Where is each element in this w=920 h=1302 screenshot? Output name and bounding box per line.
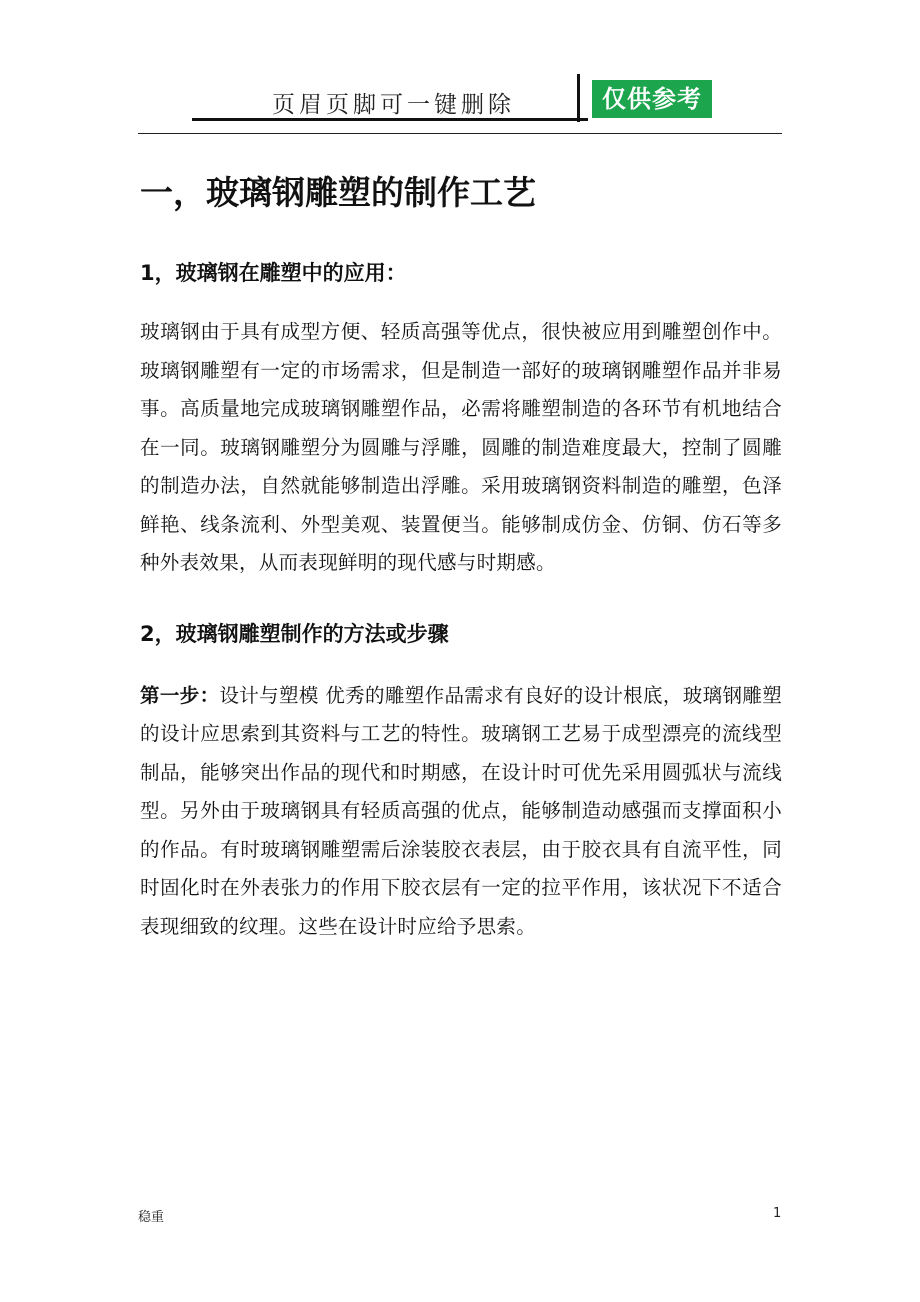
section-1-heading: 1，玻璃钢在雕塑中的应用： bbox=[140, 261, 407, 285]
document-title: 一，玻璃钢雕塑的制作工艺 bbox=[140, 173, 536, 212]
page-number: 1 bbox=[773, 1206, 782, 1221]
header-divider bbox=[577, 74, 580, 122]
header-banner bbox=[192, 74, 724, 124]
section-2-heading: 2，玻璃钢雕塑制作的方法或步骤 bbox=[140, 621, 449, 646]
footer-text: 稳重 bbox=[138, 1210, 165, 1225]
header-underline bbox=[192, 118, 588, 121]
header-rule bbox=[138, 133, 782, 134]
step-1-label: 第一步： bbox=[140, 683, 220, 707]
section-1-paragraph: 玻璃钢由于具有成型方便、轻质高强等优点，很快被应用到雕塑创作中。玻璃钢雕塑有一定的市场需求，但是制造一部好的玻璃钢雕塑作品并非易事。高质量地完成玻璃钢雕塑作品，必需将雕塑制造的各环节有机地结合在一同。玻璃钢雕塑分为圆雕与浮雕，圆雕的制造难度最大，控制了圆雕的制造办法，自然就能够制造出浮雕。采用玻璃钢资料制造的雕塑，色泽鲜艳、线条流利、外型美观、装置便当。能够制成仿金、仿铜、仿石等多种外表效果，从而表现鲜明的现代感与时期感。 bbox=[140, 320, 782, 574]
section-2-paragraph bbox=[140, 677, 782, 947]
step-1-text: 设计与塑模 优秀的雕塑作品需求有良好的设计根底，玻璃钢雕塑的设计应思索到其资料与工艺的特性。玻璃钢工艺易于成型漂亮的流线型制品，能够突出作品的现代和时期感，在设计时可优先采用圆弧状与流线型。另外由于玻璃钢具有轻质高强的优点，能够制造动感强而支撑面积小的作品。有时玻璃钢雕塑需后涂装胶衣表层，由于胶衣具有自流平性，同时固化时在外表张力的作用下胶衣层有一定的拉平作用，该状况下不适合表现细致的纹理。这些在设计时应给予思索。 bbox=[140, 683, 782, 938]
reference-only-badge: 仅供参考 bbox=[592, 80, 712, 118]
document-body bbox=[140, 160, 782, 946]
header-text: 页眉页脚可一键删除 bbox=[272, 92, 515, 118]
